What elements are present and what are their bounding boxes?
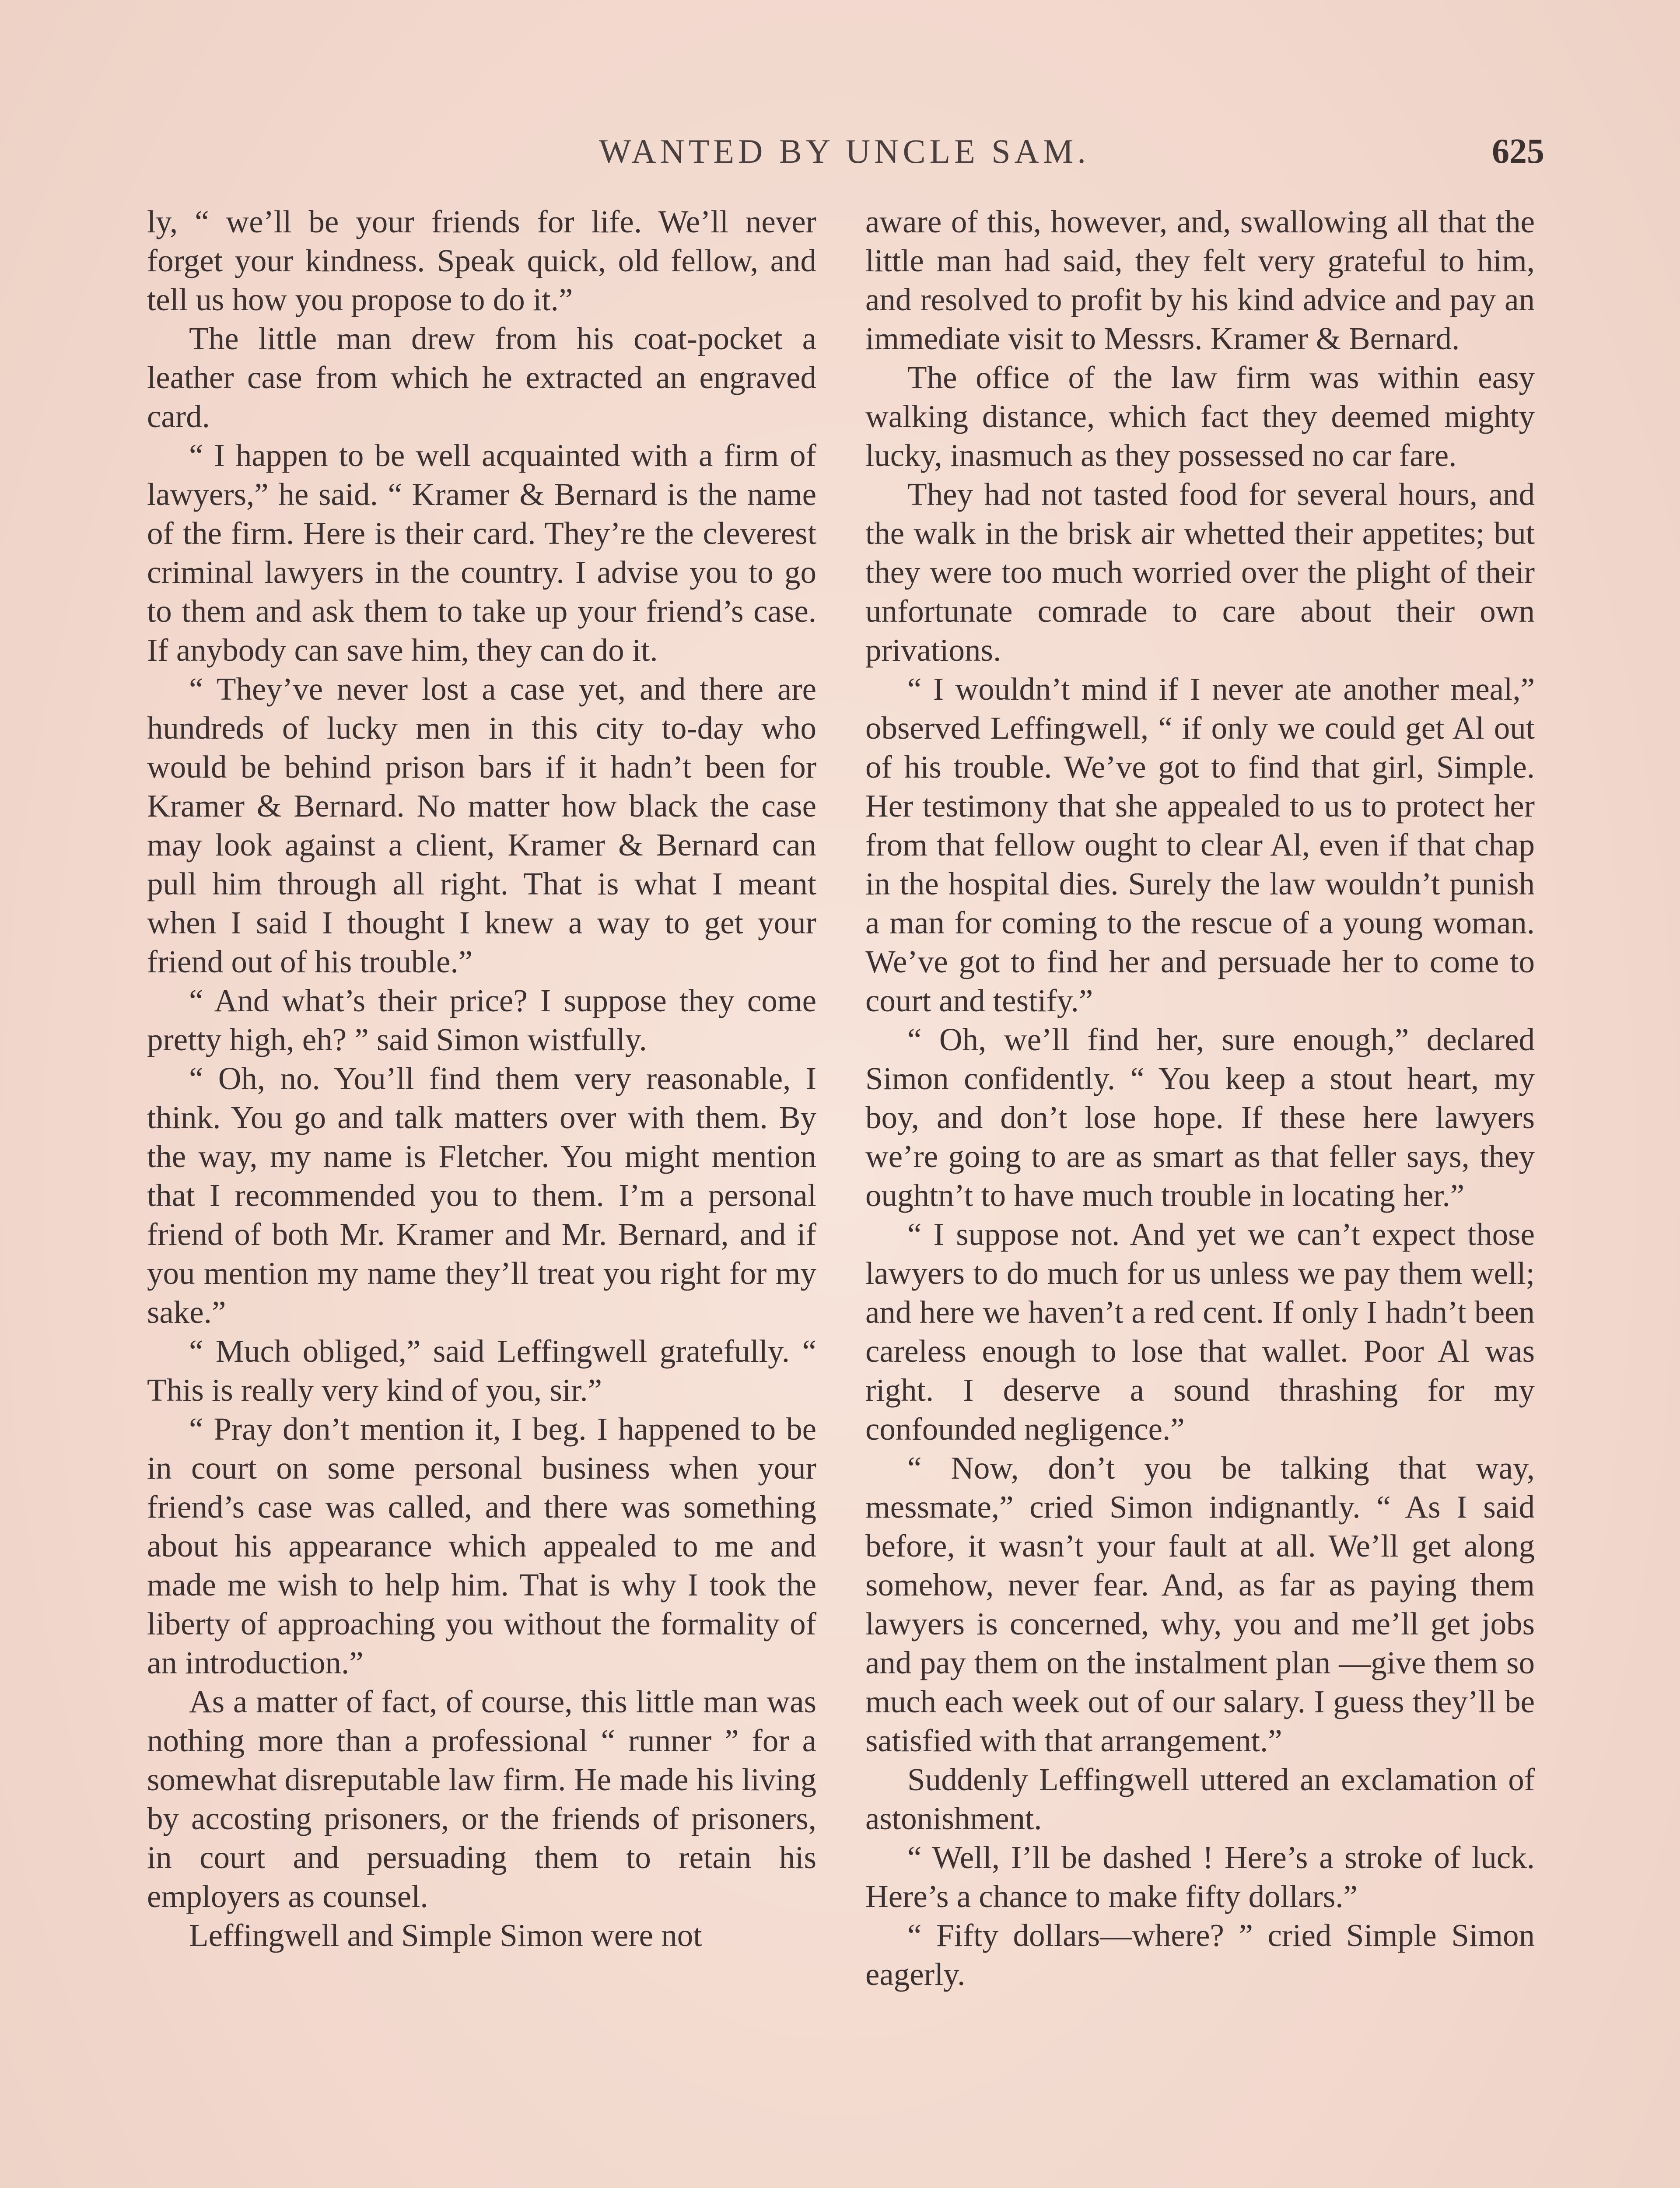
- paragraph: ly, “ we’ll be your friends for life. We’ll never forget your kindness. Speak quick, old fellow, and tell us how you propose to do it.”: [147, 204, 816, 317]
- paragraph: Leffingwell and Simple Simon were not: [189, 1918, 702, 1953]
- paragraph: “ They’ve never lost a case yet, and there are hundreds of lucky men in this city to-day who would be behind prison bars if it hadn’t been for Kramer & Bernard. No matter how black the case may look against a client, Kramer & Bernard can pull him through all right. That is what I meant when I said I thought I knew a way to get your friend out of his trouble.”: [147, 671, 816, 979]
- paragraph: “ I suppose not. And yet we can’t expect those lawyers to do much for us unless we pay them well; and here we haven’t a red cent. If only I hadn’t been careless enough to lose that wallet. Poor Al was right. I deserve a sound thrashing for my confounded negligence.”: [865, 1217, 1535, 1447]
- paragraph: “ Fifty dollars—where? ” cried Simple Simon eagerly.: [865, 1918, 1535, 1992]
- paragraph: “ I wouldn’t mind if I never ate another meal,” observed Leffingwell, “ if only we could get Al out of his trouble. We’ve got to find that girl, Simple. Her testimony that she appealed to us to protect her from that fellow ought to clear Al, even if that chap in the hospital dies. Surely the law wouldn’t punish a man for coming to the rescue of a young woman. We’ve got to find her and persuade her to come to court and testify.”: [865, 671, 1535, 1018]
- paragraph: The office of the law firm was within easy walking distance, which fact they deemed mighty lucky, inasmuch as they possessed no car fare.: [865, 360, 1535, 473]
- paragraph: “ Pray don’t mention it, I beg. I happened to be in court on some personal business when your friend’s case was called, and there was something about his appearance which appealed to me and made me wish to help him. That is why I took the liberty of approaching you without the formality of an introduction.”: [147, 1411, 816, 1680]
- running-title: WANTED BY UNCLE SAM.: [599, 132, 1090, 170]
- page-header: [144, 125, 1544, 178]
- paragraph: Suddenly Leffingwell uttered an exclamation of astonishment.: [865, 1762, 1535, 1836]
- paragraph: They had not tasted food for several hours, and the walk in the brisk air whetted their appetites; but they were too much worried over the plight of their unfortunate comrade to care about their own privations.: [865, 477, 1535, 668]
- paragraph: The little man drew from his coat-pocket a leather case from which he extracted an engraved card.: [147, 321, 816, 434]
- paragraph: “ Oh, no. You’ll find them very reasonable, I think. You go and talk matters over with them. By the way, my name is Fletcher. You might mention that I recommended you to them. I’m a personal friend of both Mr. Kramer and Mr. Bernard, and if you mention my name they’ll treat you right for my sake.”: [147, 1061, 816, 1330]
- right-column: [865, 202, 1535, 1994]
- paragraph: As a matter of fact, of course, this little man was nothing more than a professional “ runner ” for a somewhat disreputable law firm. He made his living by accosting prisoners, or the friends of prisoners, in court and persuading them to retain his employers as counsel.: [147, 1684, 816, 1914]
- paragraph: “ I happen to be well acquainted with a firm of lawyers,” he said. “ Kramer & Bernard is the name of the firm. Here is their card. They’re the cleverest criminal lawyers in the country. I advise you to go to them and ask them to take up your friend’s case. If anybody can save him, they can do it.: [147, 438, 816, 668]
- paragraph: “ Well, I’ll be dashed ! Here’s a stroke of luck. Here’s a chance to make fifty dollars.”: [865, 1840, 1535, 1914]
- paragraph: “ And what’s their price? I suppose they come pretty high, eh? ” said Simon wistfully.: [147, 983, 816, 1057]
- paragraph: aware of this, however, and, swallowing all that the little man had said, they felt very grateful to him, and resolved to profit by his kind advice and pay an immediate visit to Messrs. Kramer & Bernard.: [865, 204, 1535, 356]
- left-column: [147, 202, 816, 1955]
- paragraph: “ Much obliged,” said Leffingwell gratefully. “ This is really very kind of you, sir.”: [147, 1333, 816, 1408]
- page-number: 625: [1492, 132, 1544, 171]
- paragraph: “ Now, don’t you be talking that way, messmate,” cried Simon indignantly. “ As I said before, it wasn’t your fault at all. We’ll get along somehow, never fear. And, as far as paying them lawyers is concerned, why, you and me’ll get jobs and pay them on the instalment plan —give them so much each week out of our salary. I guess they’ll be satisfied with that arrangement.”: [865, 1450, 1535, 1758]
- paragraph: “ Oh, we’ll find her, sure enough,” declared Simon confidently. “ You keep a stout heart, my boy, and don’t lose hope. If these here lawyers we’re going to are as smart as that feller says, they oughtn’t to have much trouble in locating her.”: [865, 1022, 1535, 1213]
